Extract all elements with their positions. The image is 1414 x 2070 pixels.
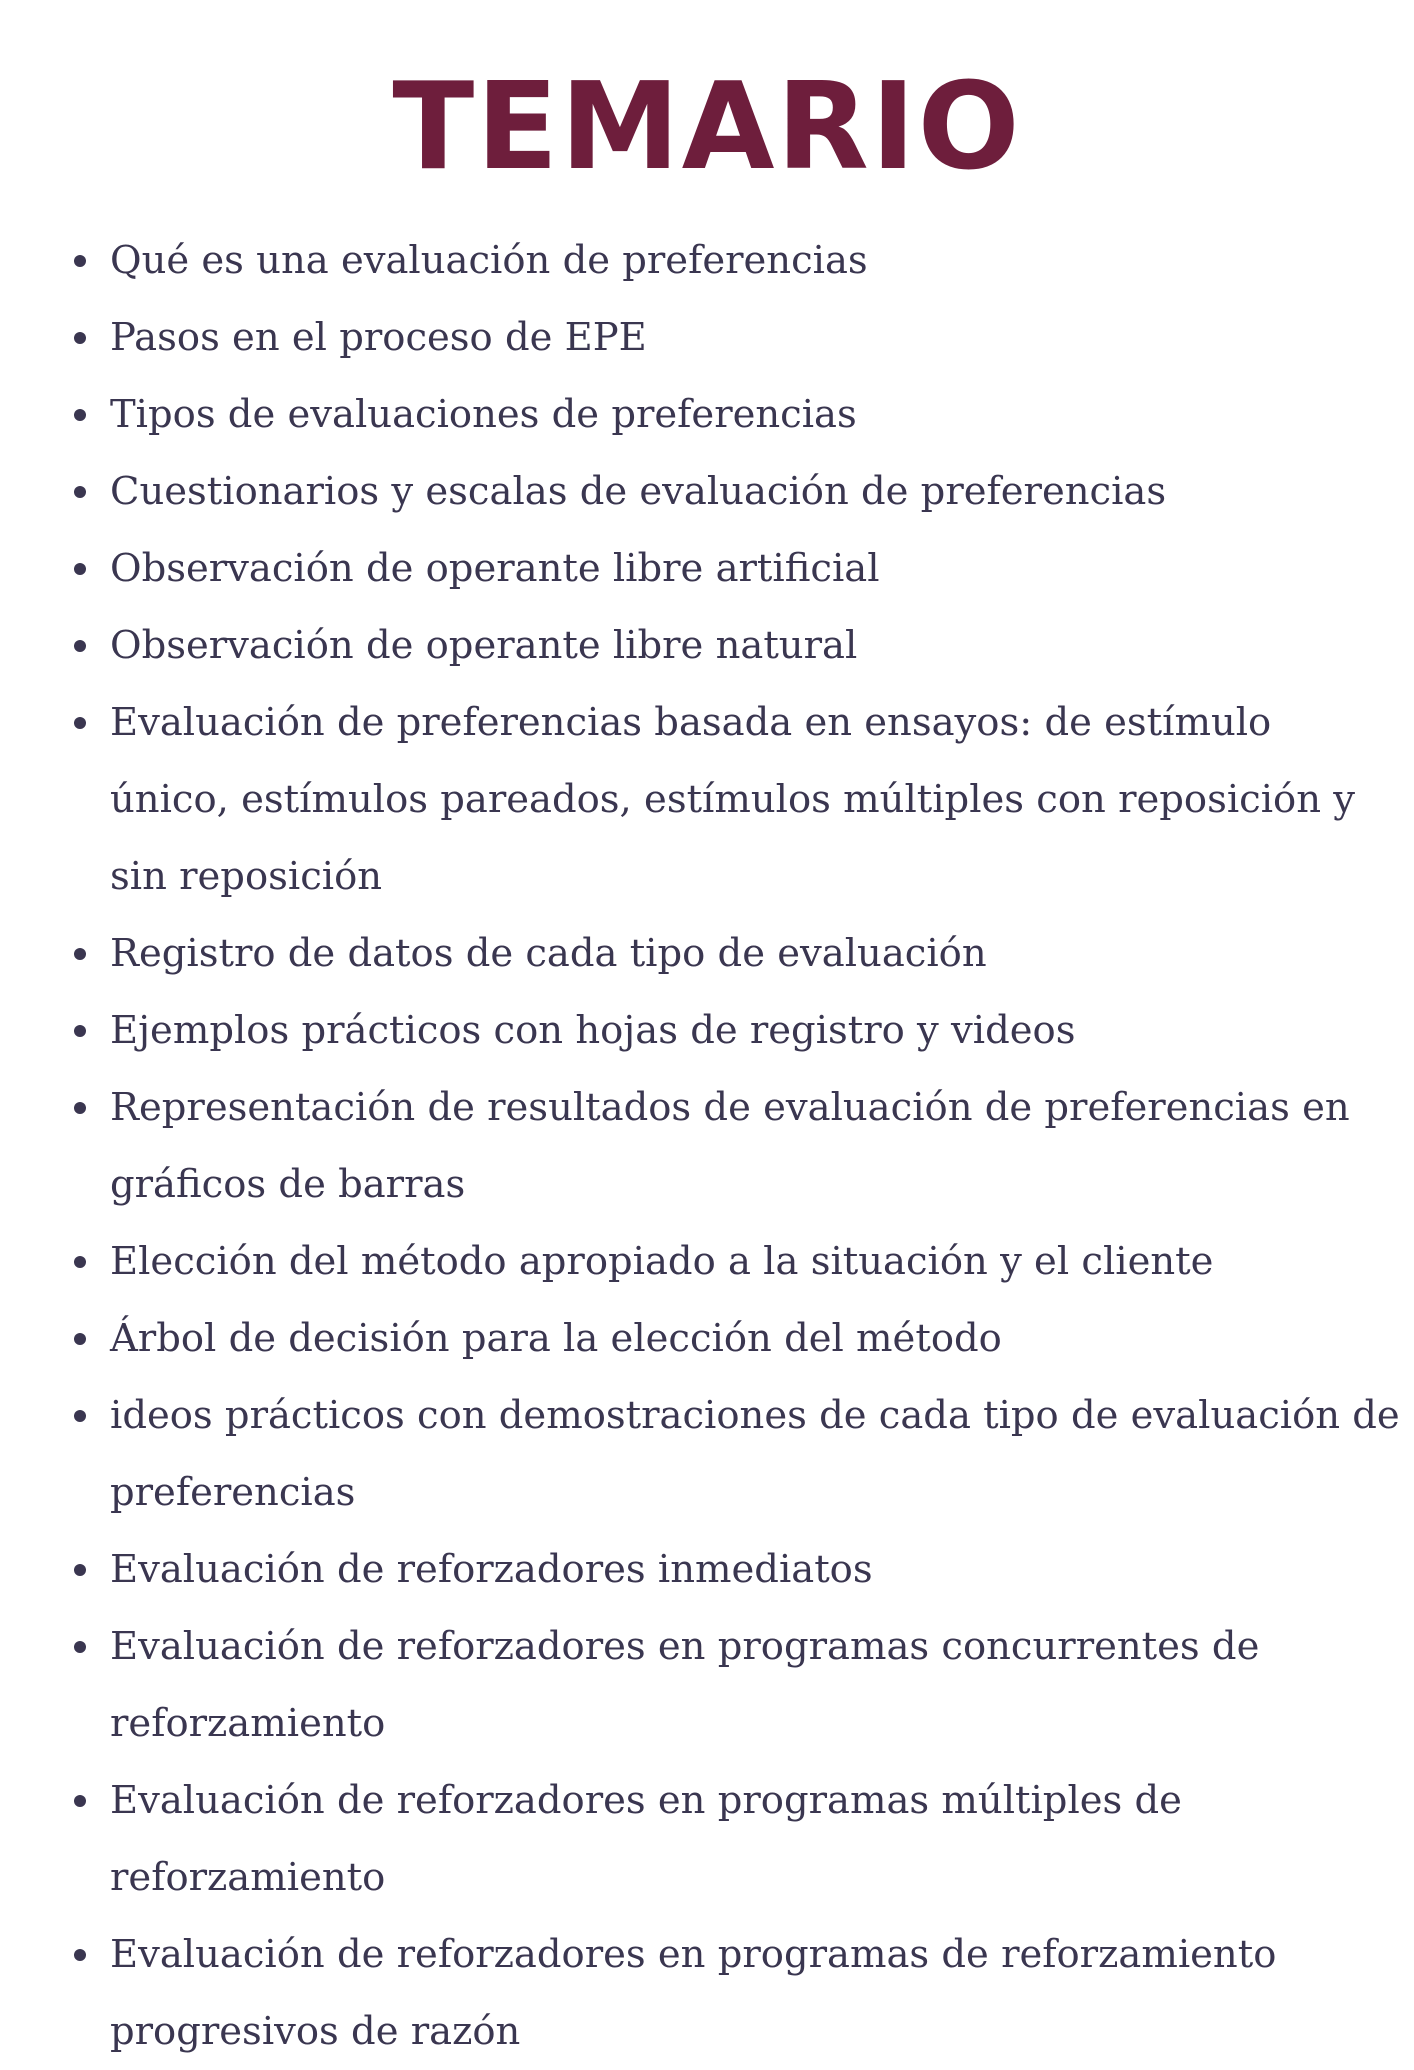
topic-item bbox=[72, 299, 1402, 376]
topic-item bbox=[72, 684, 1402, 915]
topic-text: Evaluación de reforzadores en programas múltiples de reforzamiento bbox=[110, 1778, 1182, 1900]
bullet-icon bbox=[74, 332, 86, 344]
topic-item bbox=[72, 222, 1402, 299]
bullet-icon bbox=[74, 1641, 86, 1653]
topic-text: Registro de datos de cada tipo de evaluación bbox=[110, 931, 987, 976]
bullet-icon bbox=[74, 1102, 86, 1114]
topic-item bbox=[72, 376, 1402, 453]
topic-text: Evaluación de reforzadores en programas concurrentes de reforzamiento bbox=[110, 1624, 1260, 1746]
topic-text: Qué es una evaluación de preferencias bbox=[110, 238, 868, 283]
topic-item bbox=[72, 1223, 1402, 1300]
topic-text: Cuestionarios y escalas de evaluación de preferencias bbox=[110, 469, 1167, 514]
topic-item bbox=[72, 607, 1402, 684]
bullet-icon bbox=[74, 409, 86, 421]
topic-item bbox=[72, 1916, 1402, 2070]
topic-text: Ejemplos prácticos con hojas de registro y videos bbox=[110, 1008, 1076, 1053]
bullet-icon bbox=[74, 1410, 86, 1422]
topic-text: Árbol de decisión para la elección del método bbox=[110, 1316, 1002, 1361]
topic-item bbox=[72, 1377, 1402, 1531]
bullet-icon bbox=[74, 255, 86, 267]
topic-item bbox=[72, 1608, 1402, 1762]
topic-text: Observación de operante libre artificial bbox=[110, 546, 880, 591]
topic-text: Representación de resultados de evaluación de preferencias en gráficos de barras bbox=[110, 1085, 1350, 1207]
topic-item bbox=[72, 915, 1402, 992]
topic-text: Evaluación de reforzadores inmediatos bbox=[110, 1547, 873, 1592]
bullet-icon bbox=[74, 948, 86, 960]
bullet-icon bbox=[74, 717, 86, 729]
bullet-icon bbox=[74, 1564, 86, 1576]
topic-item bbox=[72, 1069, 1402, 1223]
topic-text: Pasos en el proceso de EPE bbox=[110, 315, 647, 360]
topic-text: Evaluación de reforzadores en programas de reforzamiento progresivos de razón bbox=[110, 1932, 1277, 2054]
topic-item bbox=[72, 530, 1402, 607]
bullet-icon bbox=[74, 1256, 86, 1268]
topic-text: ideos prácticos con demostraciones de cada tipo de evaluación de preferencias bbox=[110, 1393, 1400, 1515]
topic-item bbox=[72, 1531, 1402, 1608]
bullet-icon bbox=[74, 563, 86, 575]
bullet-icon bbox=[74, 1333, 86, 1345]
bullet-icon bbox=[74, 1949, 86, 1961]
topic-item bbox=[72, 1300, 1402, 1377]
topic-text: Evaluación de preferencias basada en ensayos: de estímulo único, estímulos pareados, estímulos múltiples con reposición y sin reposición bbox=[110, 700, 1355, 899]
topic-text: Observación de operante libre natural bbox=[110, 623, 858, 668]
bullet-icon bbox=[74, 1795, 86, 1807]
bullet-icon bbox=[74, 486, 86, 498]
topic-text: Elección del método apropiado a la situación y el cliente bbox=[110, 1239, 1214, 1284]
topic-list bbox=[72, 222, 1402, 2070]
topic-item bbox=[72, 453, 1402, 530]
topic-item bbox=[72, 992, 1402, 1069]
bullet-icon bbox=[74, 1025, 86, 1037]
page-title: TEMARIO bbox=[392, 58, 1022, 197]
topic-item bbox=[72, 1762, 1402, 1916]
bullet-icon bbox=[74, 640, 86, 652]
topic-text: Tipos de evaluaciones de preferencias bbox=[110, 392, 857, 437]
